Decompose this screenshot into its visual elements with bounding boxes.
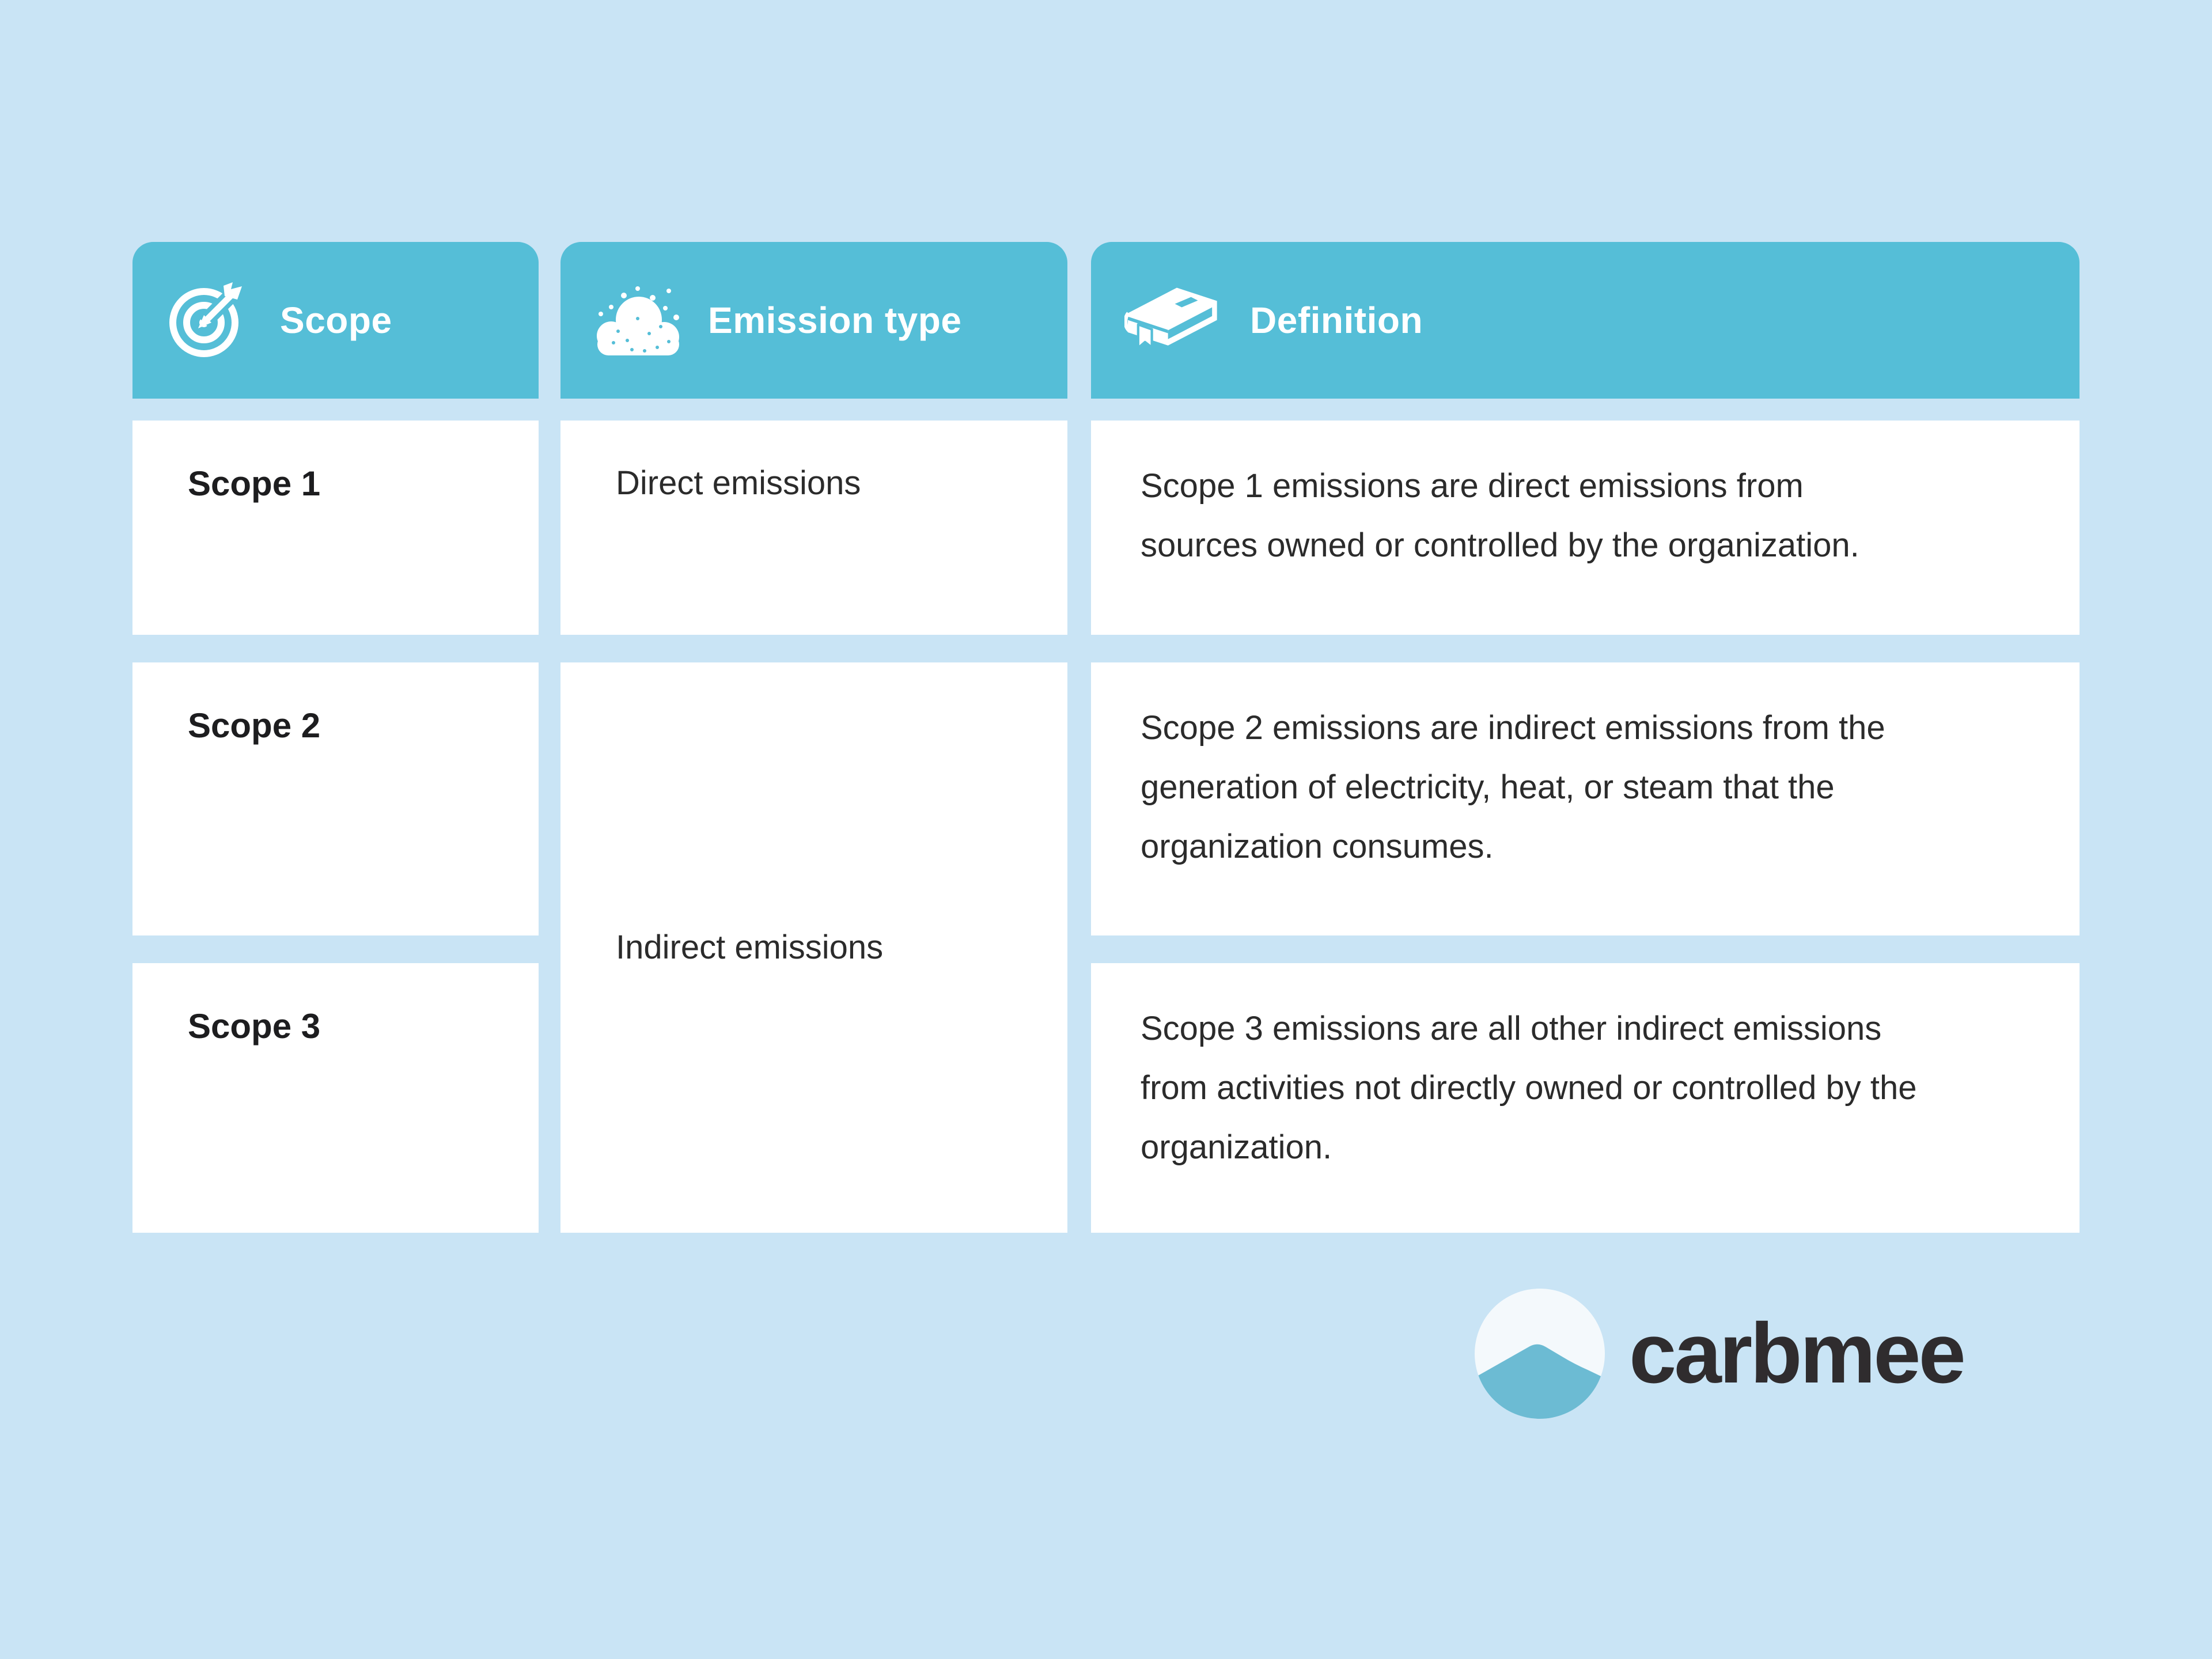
header-scope-label: Scope (280, 300, 392, 341)
scope-2-definition: Scope 2 emissions are indirect emissions from the generation of electricity, heat, or steam that the organization consumes. (1141, 709, 1885, 865)
carbmee-logo-mark (1475, 1289, 1605, 1419)
scope-2-label: Scope 2 (188, 706, 321, 745)
header-scope (132, 242, 539, 399)
scope-1-definition: Scope 1 emissions are direct emissions from sources owned or controlled by the organization. (1141, 467, 1859, 564)
cell-scope-2 (132, 662, 539, 935)
cell-scope-3 (132, 963, 539, 1233)
scope-3-label: Scope 3 (188, 1007, 321, 1046)
scope-1-label: Scope 1 (188, 464, 321, 503)
header-emission-type-label: Emission type (708, 300, 962, 341)
book-icon (1124, 285, 1222, 355)
header-definition-label: Definition (1250, 300, 1423, 341)
cell-indirect-emissions (560, 662, 1067, 1233)
cell-scope-1 (132, 421, 539, 635)
carbmee-logo (1475, 1289, 1964, 1419)
direct-emissions-label: Direct emissions (616, 464, 861, 502)
cell-direct-emissions (560, 421, 1067, 635)
carbmee-wordmark: carbmee (1629, 1306, 1964, 1401)
target-icon (166, 282, 252, 358)
cell-definition-scope-1 (1091, 421, 2080, 635)
cell-definition-scope-3 (1091, 963, 2080, 1233)
header-emission-type (560, 242, 1067, 399)
scope-3-definition: Scope 3 emissions are all other indirect emissions from activities not directly owned or controlled by the organization. (1141, 1010, 1917, 1166)
header-definition (1091, 242, 2080, 399)
cell-definition-scope-2 (1091, 662, 2080, 935)
indirect-emissions-label: Indirect emissions (616, 929, 884, 966)
cloud-icon (594, 282, 680, 359)
